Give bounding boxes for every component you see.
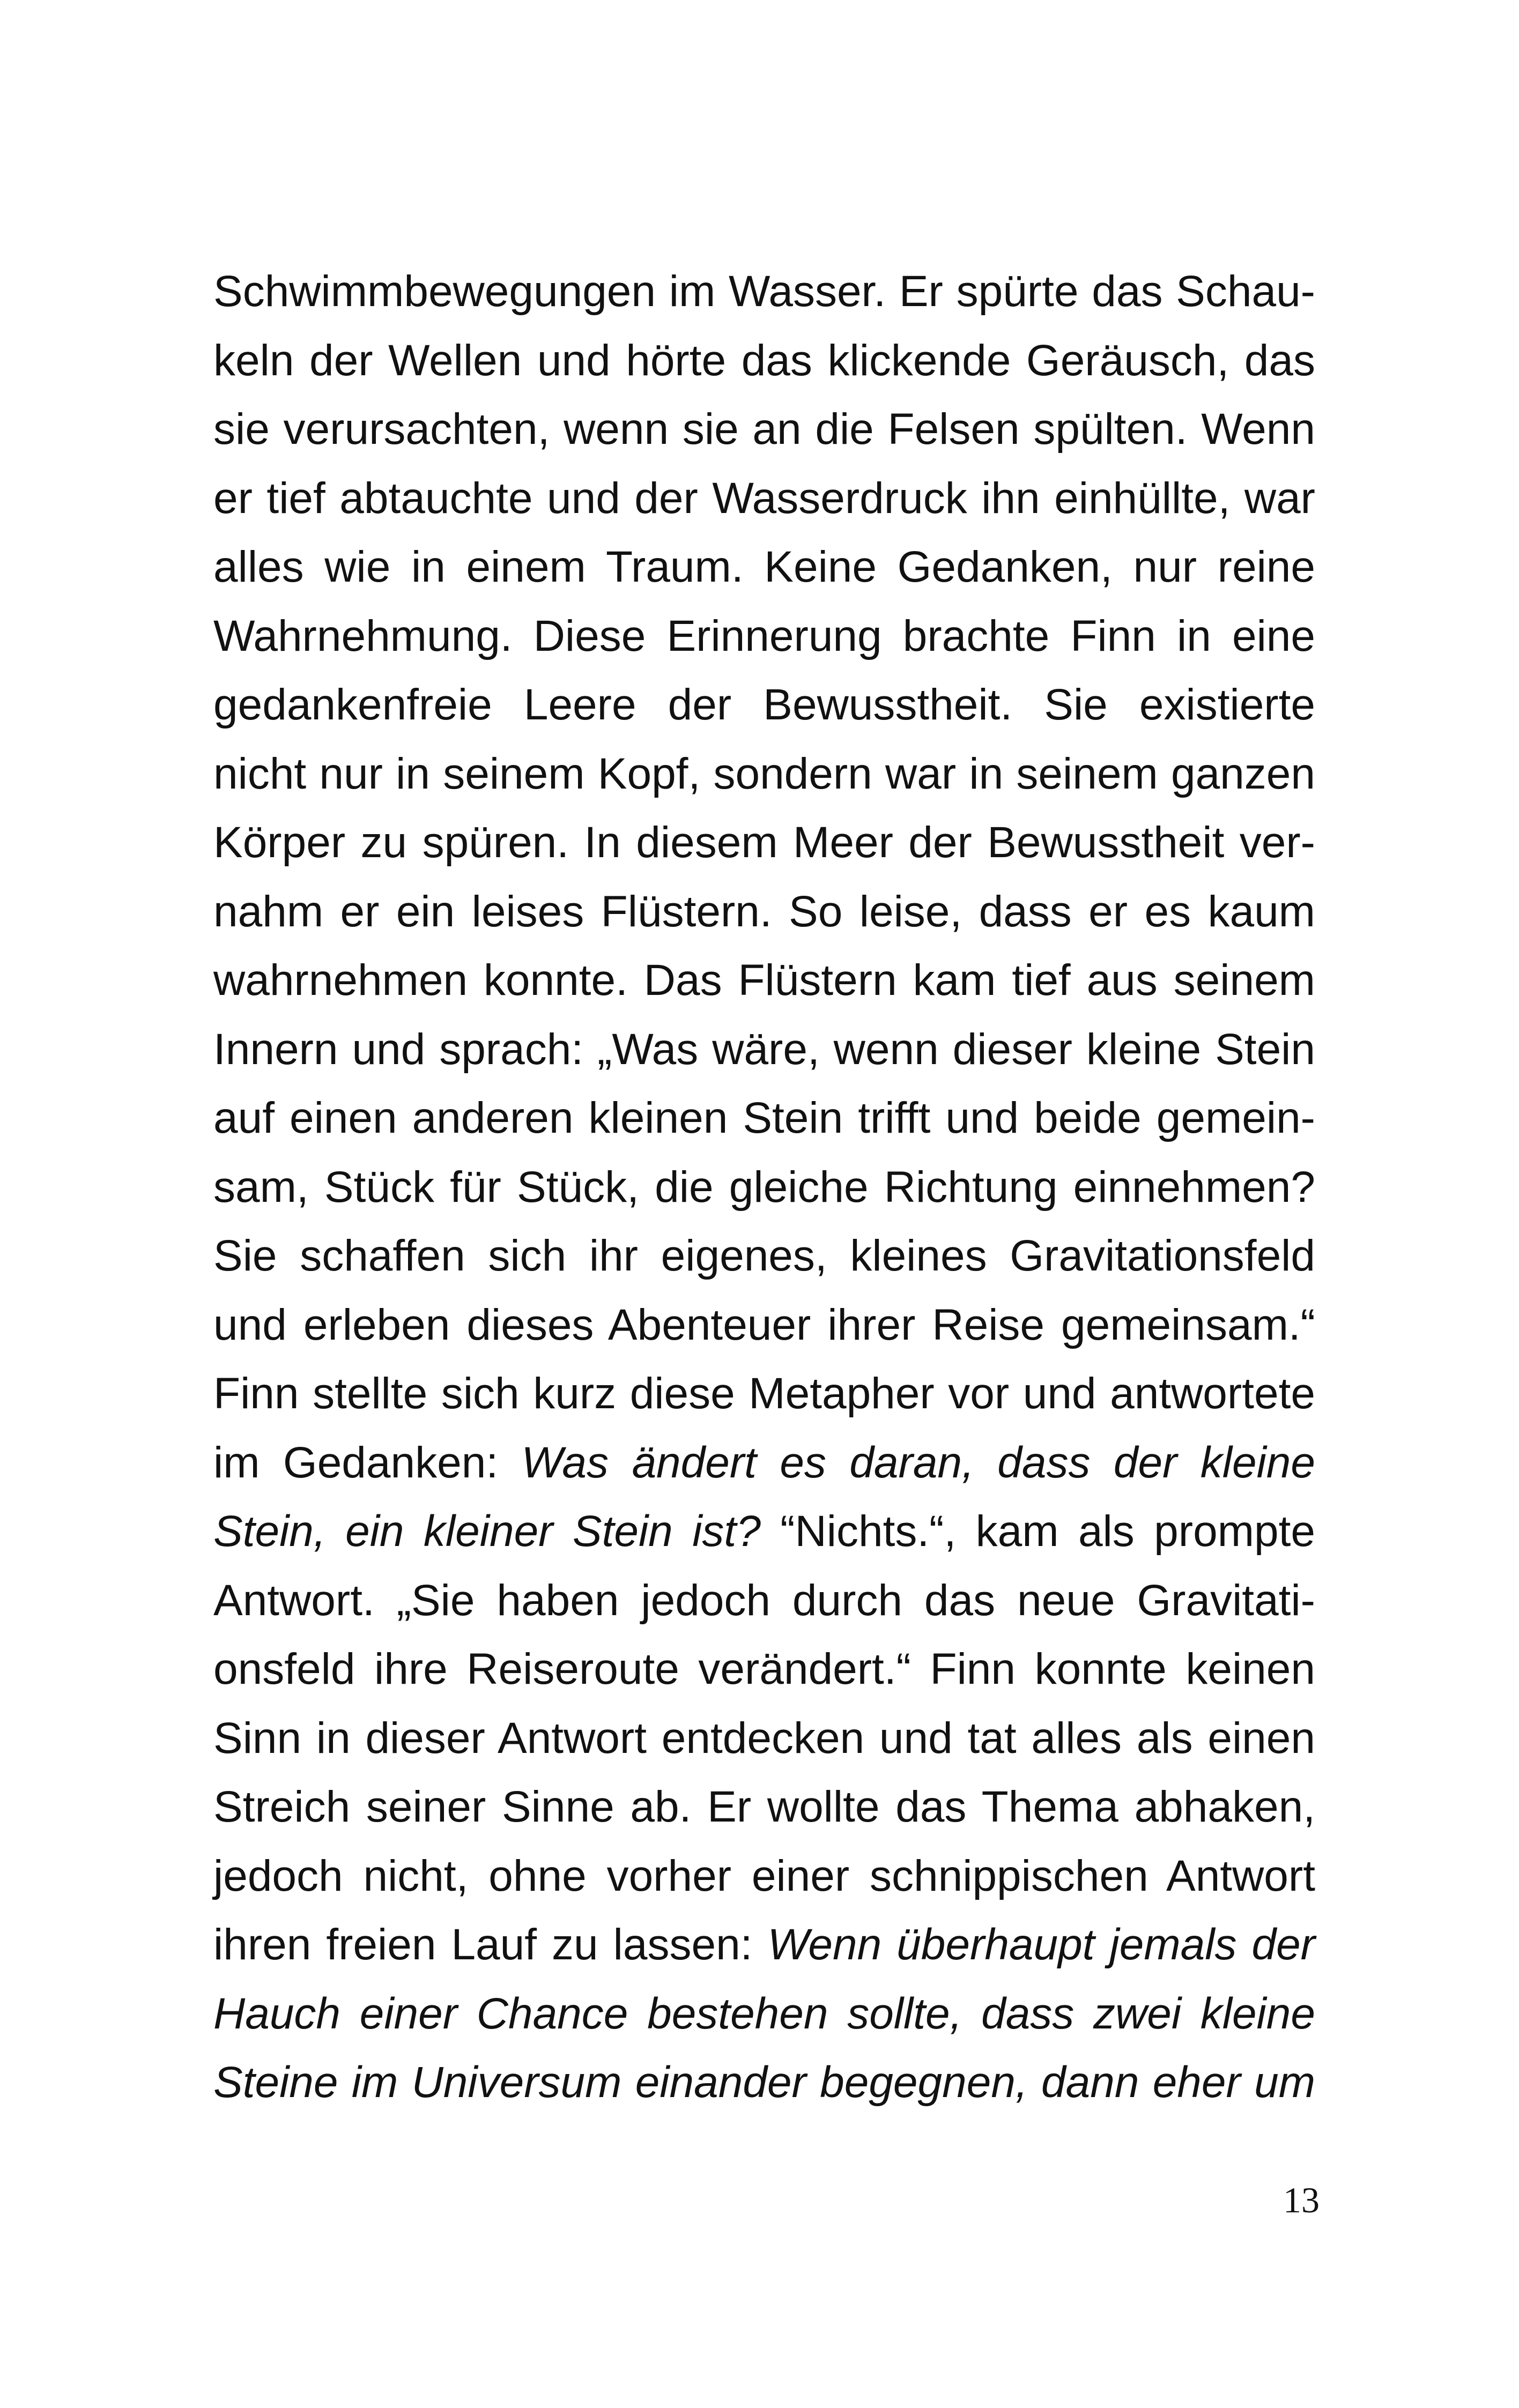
text-line [213,1980,1315,2049]
text-segment: Sie schaffen sich ihr eigenes, kleines Gravitationsfeld [213,1231,1315,1280]
text-segment: im Gedanken: [213,1438,522,1487]
text-line [213,1015,1315,1084]
text-segment: und erleben dieses Abenteuer ihrer Reise gemeinsam.“ [213,1300,1315,1349]
text-line [213,1084,1315,1153]
text-line [213,1842,1315,1911]
italic-text: Wenn überhaupt jemals der [767,1920,1315,1969]
text-line [213,1911,1315,1980]
text-segment: “Nichts.“, kam als prompte [760,1507,1315,1556]
text-line [213,808,1315,878]
text-line [213,2048,1315,2117]
text-segment: alles wie in einem Traum. Keine Gedanken, nur reine [213,542,1315,591]
text-segment: auf einen anderen kleinen Stein trifft und beide gemein- [213,1094,1315,1142]
text-line [213,1635,1315,1704]
text-segment: wahrnehmen konnte. Das Flüstern kam tief aus seinem [213,956,1315,1005]
text-line [213,740,1315,809]
text-line [213,946,1315,1015]
text-line [213,326,1315,396]
text-segment: Innern und sprach: „Was wäre, wenn dieser kleine Stein [213,1024,1315,1074]
text-segment: Antwort. „Sie haben jedoch durch das neue Gravitati- [213,1575,1315,1625]
text-line [213,1291,1315,1360]
text-line [213,1222,1315,1291]
text-segment: sam, Stück für Stück, die gleiche Richtung einnehmen? [213,1162,1315,1212]
text-segment: jedoch nicht, ohne vorher einer schnippischen Antwort [213,1851,1315,1900]
italic-text: Stein, ein kleiner Stein ist? [213,1507,761,1556]
text-segment: onsfeld ihre Reiseroute verändert.“ Finn konnte keinen [213,1645,1315,1693]
text-line [213,1153,1315,1222]
text-line [213,257,1315,326]
text-segment: Schwimmbewegungen im Wasser. Er spürte das Schau- [213,267,1315,316]
text-segment: ihren freien Lauf zu lassen: [213,1920,768,1969]
text-segment: sie verursachten, wenn sie an die Felsen spülten. Wenn [213,405,1315,454]
text-line [213,1773,1315,1842]
text-line [213,1704,1315,1773]
text-segment: Wahrnehmung. Diese Erinnerung brachte Finn in eine [213,611,1315,660]
italic-text: Hauch einer Chance bestehen sollte, dass zwei kleine [213,1989,1315,2038]
text-segment: gedankenfreie Leere der Bewusstheit. Sie existierte [213,680,1315,729]
text-line [213,1566,1315,1636]
text-segment: keln der Wellen und hörte das klickende Geräusch, das [213,336,1315,385]
text-segment: Streich seiner Sinne ab. Er wollte das Thema abhaken, [213,1782,1315,1831]
italic-text: Steine im Universum einander begegnen, dann eher um [213,2058,1315,2107]
text-line [213,1359,1315,1429]
body-text [213,257,1315,2117]
text-line [213,602,1315,671]
text-line [213,1429,1315,1498]
text-line [213,878,1315,947]
text-line [213,533,1315,602]
text-line [213,464,1315,533]
text-segment: Körper zu spüren. In diesem Meer der Bewusstheit ver- [213,818,1315,867]
text-line [213,1497,1315,1566]
text-segment: er tief abtauchte und der Wasserdruck ihn einhüllte, war [213,473,1315,523]
text-line [213,395,1315,464]
text-segment: nicht nur in seinem Kopf, sondern war in seinem ganzen [213,749,1315,798]
text-line [213,671,1315,740]
text-segment: Sinn in dieser Antwort entdecken und tat alles als einen [213,1713,1315,1763]
text-segment: nahm er ein leises Flüstern. So leise, dass er es kaum [213,887,1315,936]
italic-text: Was ändert es daran, dass der kleine [521,1438,1315,1487]
page-number: 13 [1283,2180,1320,2220]
text-segment: Finn stellte sich kurz diese Metapher vor und antwortete [213,1369,1315,1418]
